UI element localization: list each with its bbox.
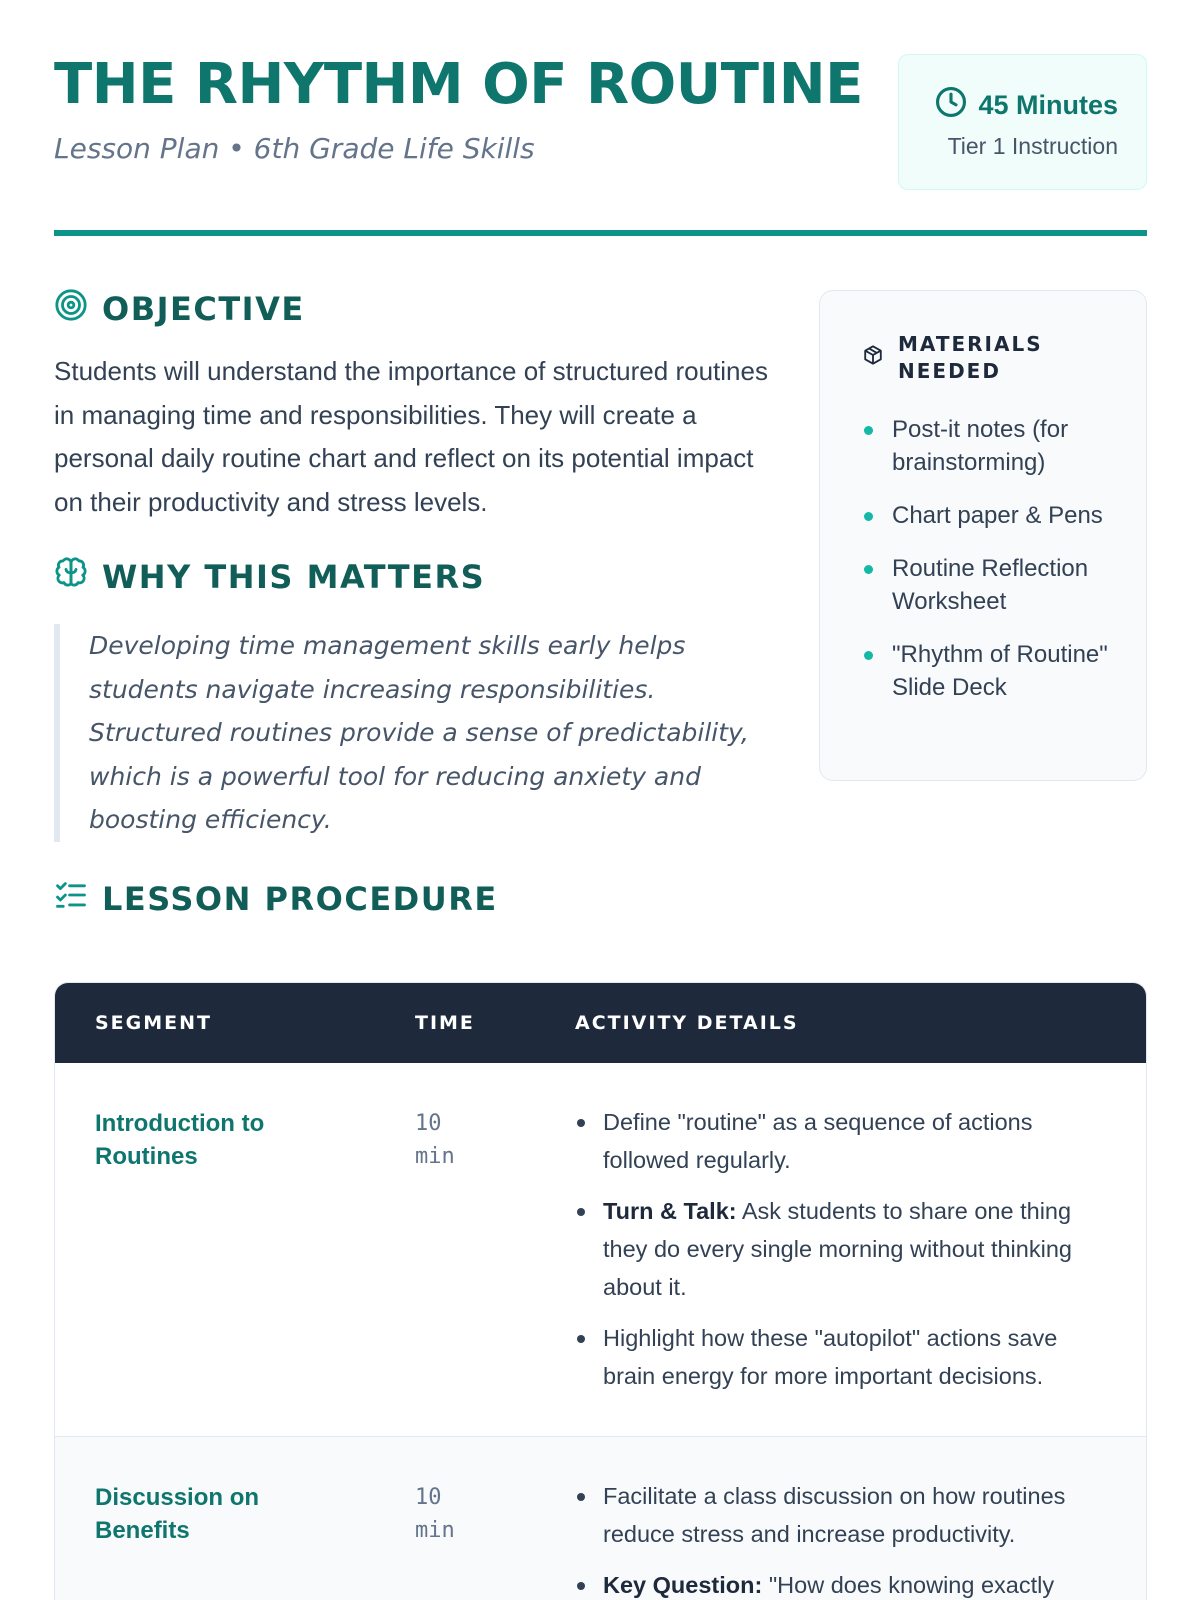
why-text: Developing time management skills early helps students navigate increasing responsibilities. Structured routines provide a sense of predictability, which is a powerful tool for reducing anxiety and boosting efficiency. xyxy=(89,631,749,834)
checklist-icon xyxy=(54,878,88,920)
duration-label: 45 Minutes xyxy=(978,90,1118,120)
table-header xyxy=(55,983,1146,1063)
why-heading-label: WHY THIS MATTERS xyxy=(102,558,486,596)
tier-label: Tier 1 Instruction xyxy=(947,133,1118,159)
segment-time: 10 min xyxy=(415,1111,455,1169)
material-item: "Rhythm of Routine" Slide Deck xyxy=(862,638,1114,704)
materials-card xyxy=(819,290,1147,781)
activity-list xyxy=(575,1103,1115,1408)
material-item: Routine Reflection Worksheet xyxy=(862,552,1114,618)
target-icon xyxy=(54,288,88,330)
page-title: THE RHYTHM OF ROUTINE xyxy=(54,52,863,117)
materials-heading-label: MATERIALS NEEDED xyxy=(898,332,1043,383)
page-subtitle: Lesson Plan • 6th Grade Life Skills xyxy=(54,132,535,165)
header xyxy=(54,0,1147,238)
material-item: Post-it notes (for brainstorming) xyxy=(862,413,1114,479)
column-header-time: TIME xyxy=(415,1012,475,1034)
procedure-table xyxy=(54,982,1147,1600)
table-row xyxy=(55,1063,1146,1437)
activity-lead: Turn & Talk: xyxy=(603,1198,737,1224)
package-icon xyxy=(862,344,884,373)
column-header-activity: ACTIVITY DETAILS xyxy=(575,1012,799,1034)
activity-item: Turn & Talk: Ask students to share one thing they do every single morning without thinking about it. xyxy=(575,1192,1115,1306)
activity-item: Highlight how these "autopilot" actions save brain energy for more important decisions. xyxy=(575,1319,1115,1395)
procedure-heading-label: LESSON PROCEDURE xyxy=(102,880,498,918)
segment-name: Discussion on Benefits xyxy=(95,1484,260,1544)
header-divider xyxy=(54,230,1147,236)
activity-list xyxy=(575,1477,1115,1600)
activity-item: Define "routine" as a sequence of actions followed regularly. xyxy=(575,1103,1115,1179)
brain-icon xyxy=(54,556,88,598)
objective-heading-label: OBJECTIVE xyxy=(102,290,305,328)
clock-icon xyxy=(934,85,968,126)
segment-name: Introduction to Routines xyxy=(95,1110,265,1170)
objective-heading xyxy=(54,288,305,330)
materials-heading xyxy=(862,331,1114,385)
materials-list xyxy=(862,413,1114,704)
why-quote xyxy=(54,624,784,842)
objective-text: Students will understand the importance of structured routines in managing time and responsibilities. They will create a personal daily routine chart and reflect on its potential impact on their productivity and stress levels. xyxy=(54,356,768,517)
activity-lead: Key Question: xyxy=(603,1572,763,1598)
why-heading xyxy=(54,556,485,598)
duration xyxy=(934,85,1118,126)
activity-item: Facilitate a class discussion on how routines reduce stress and increase productivity. xyxy=(575,1477,1115,1553)
column-header-segment: SEGMENT xyxy=(95,1012,213,1034)
duration-badge xyxy=(898,54,1147,190)
table-row xyxy=(55,1437,1146,1600)
segment-time: 10 min xyxy=(415,1485,455,1543)
material-item: Chart paper & Pens xyxy=(862,499,1114,532)
activity-item: Key Question: "How does knowing exactly xyxy=(575,1566,1115,1600)
procedure-heading xyxy=(54,878,498,920)
